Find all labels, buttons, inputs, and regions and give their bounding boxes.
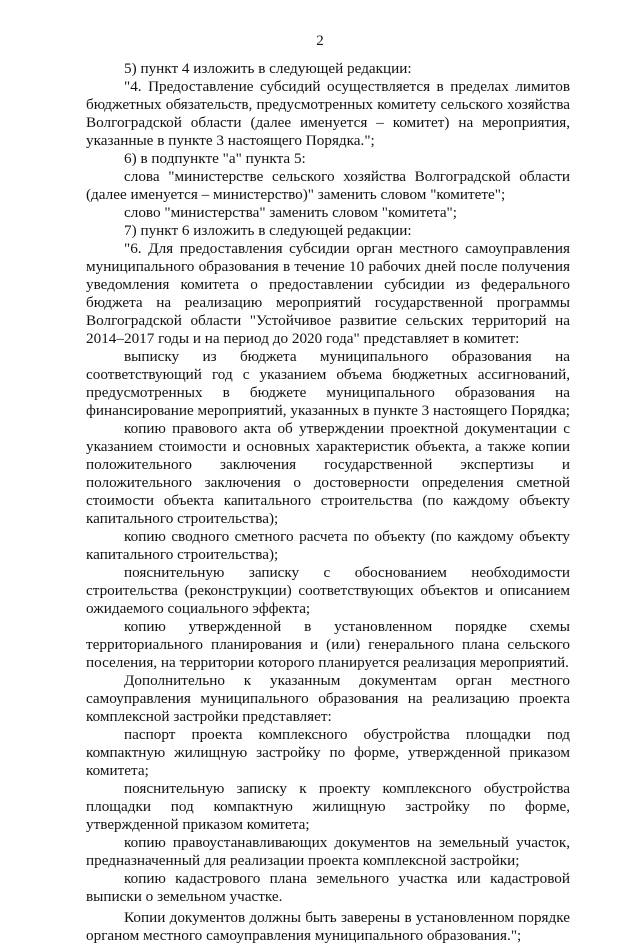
paragraph: слова "министерстве сельского хозяйства Волгоградской области (далее именуется – министерство)" заменить словом "комитете";	[86, 168, 570, 203]
paragraph: копию правового акта об утверждении проектной документации с указанием стоимости и основных характеристик объекта, а также копии положительного заключения государственной экспертизы и положительного заключения о достоверности определения сметной стоимости объекта капитального строительства (по каждому объекту капитального строительства);	[86, 420, 570, 527]
paragraph: копию утвержденной в установленном порядке схемы территориального планирования и (или) генерального плана сельского поселения, на территории которого планируется реализация мероприятий.	[86, 618, 570, 671]
paragraph: копию кадастрового плана земельного участка или кадастровой выписки о земельном участке.	[86, 870, 570, 905]
paragraph: "6. Для предоставления субсидии орган местного самоуправления муниципального образования в течение 10 рабочих дней после получения уведомления комитета о предоставлении субсидии из федерального бюджета на реализацию мероприятий государственной программы Волгоградской области "Устойчивое развитие сельских территорий на 2014–2017 годы и на период до 2020 года" представляет в комитет:	[86, 240, 570, 347]
paragraph: 7) пункт 6 изложить в следующей редакции:	[124, 222, 412, 239]
paragraph: Дополнительно к указанным документам орган местного самоуправления муниципального образования на реализацию проекта комплексной застройки представляет:	[86, 672, 570, 725]
paragraph: "4. Предоставление субсидий осуществляется в пределах лимитов бюджетных обязательств, предусмотренных комитету сельского хозяйства Волгоградской области (далее именуется – комитет) на мероприятия, указанные в пункте 3 настоящего Порядка.";	[86, 78, 570, 149]
paragraph: копию правоустанавливающих документов на земельный участок, предназначенный для реализации проекта комплексной застройки;	[86, 834, 570, 869]
paragraph: пояснительную записку к проекту комплексного обустройства площадки под компактную жилищную застройку по форме, утвержденной приказом комитета;	[86, 780, 570, 833]
document-body	[86, 60, 570, 945]
paragraph: паспорт проекта комплексного обустройства площадки под компактную жилищную застройку по форме, утвержденной приказом комитета;	[86, 726, 570, 779]
paragraph: Копии документов должны быть заверены в установленном порядке органом местного самоуправления муниципального образования.";	[86, 909, 570, 944]
paragraph: 5) пункт 4 изложить в следующей редакции:	[124, 60, 412, 77]
paragraph: копию сводного сметного расчета по объекту (по каждому объекту капитального строительства);	[86, 528, 570, 563]
paragraph: слово "министерства" заменить словом "комитета";	[124, 204, 457, 221]
paragraph: пояснительную записку с обоснованием необходимости строительства (реконструкции) соответствующих объектов и описанием ожидаемого социального эффекта;	[86, 564, 570, 617]
page-number: 2	[316, 33, 324, 49]
paragraph: выписку из бюджета муниципального образования на соответствующий год с указанием объема бюджетных ассигнований, предусмотренных в бюджете муниципального образования на финансирование мероприятий, указанных в пункте 3 настоящего Порядка;	[86, 348, 571, 419]
paragraph: 6) в подпункте "а" пункта 5:	[124, 150, 306, 167]
